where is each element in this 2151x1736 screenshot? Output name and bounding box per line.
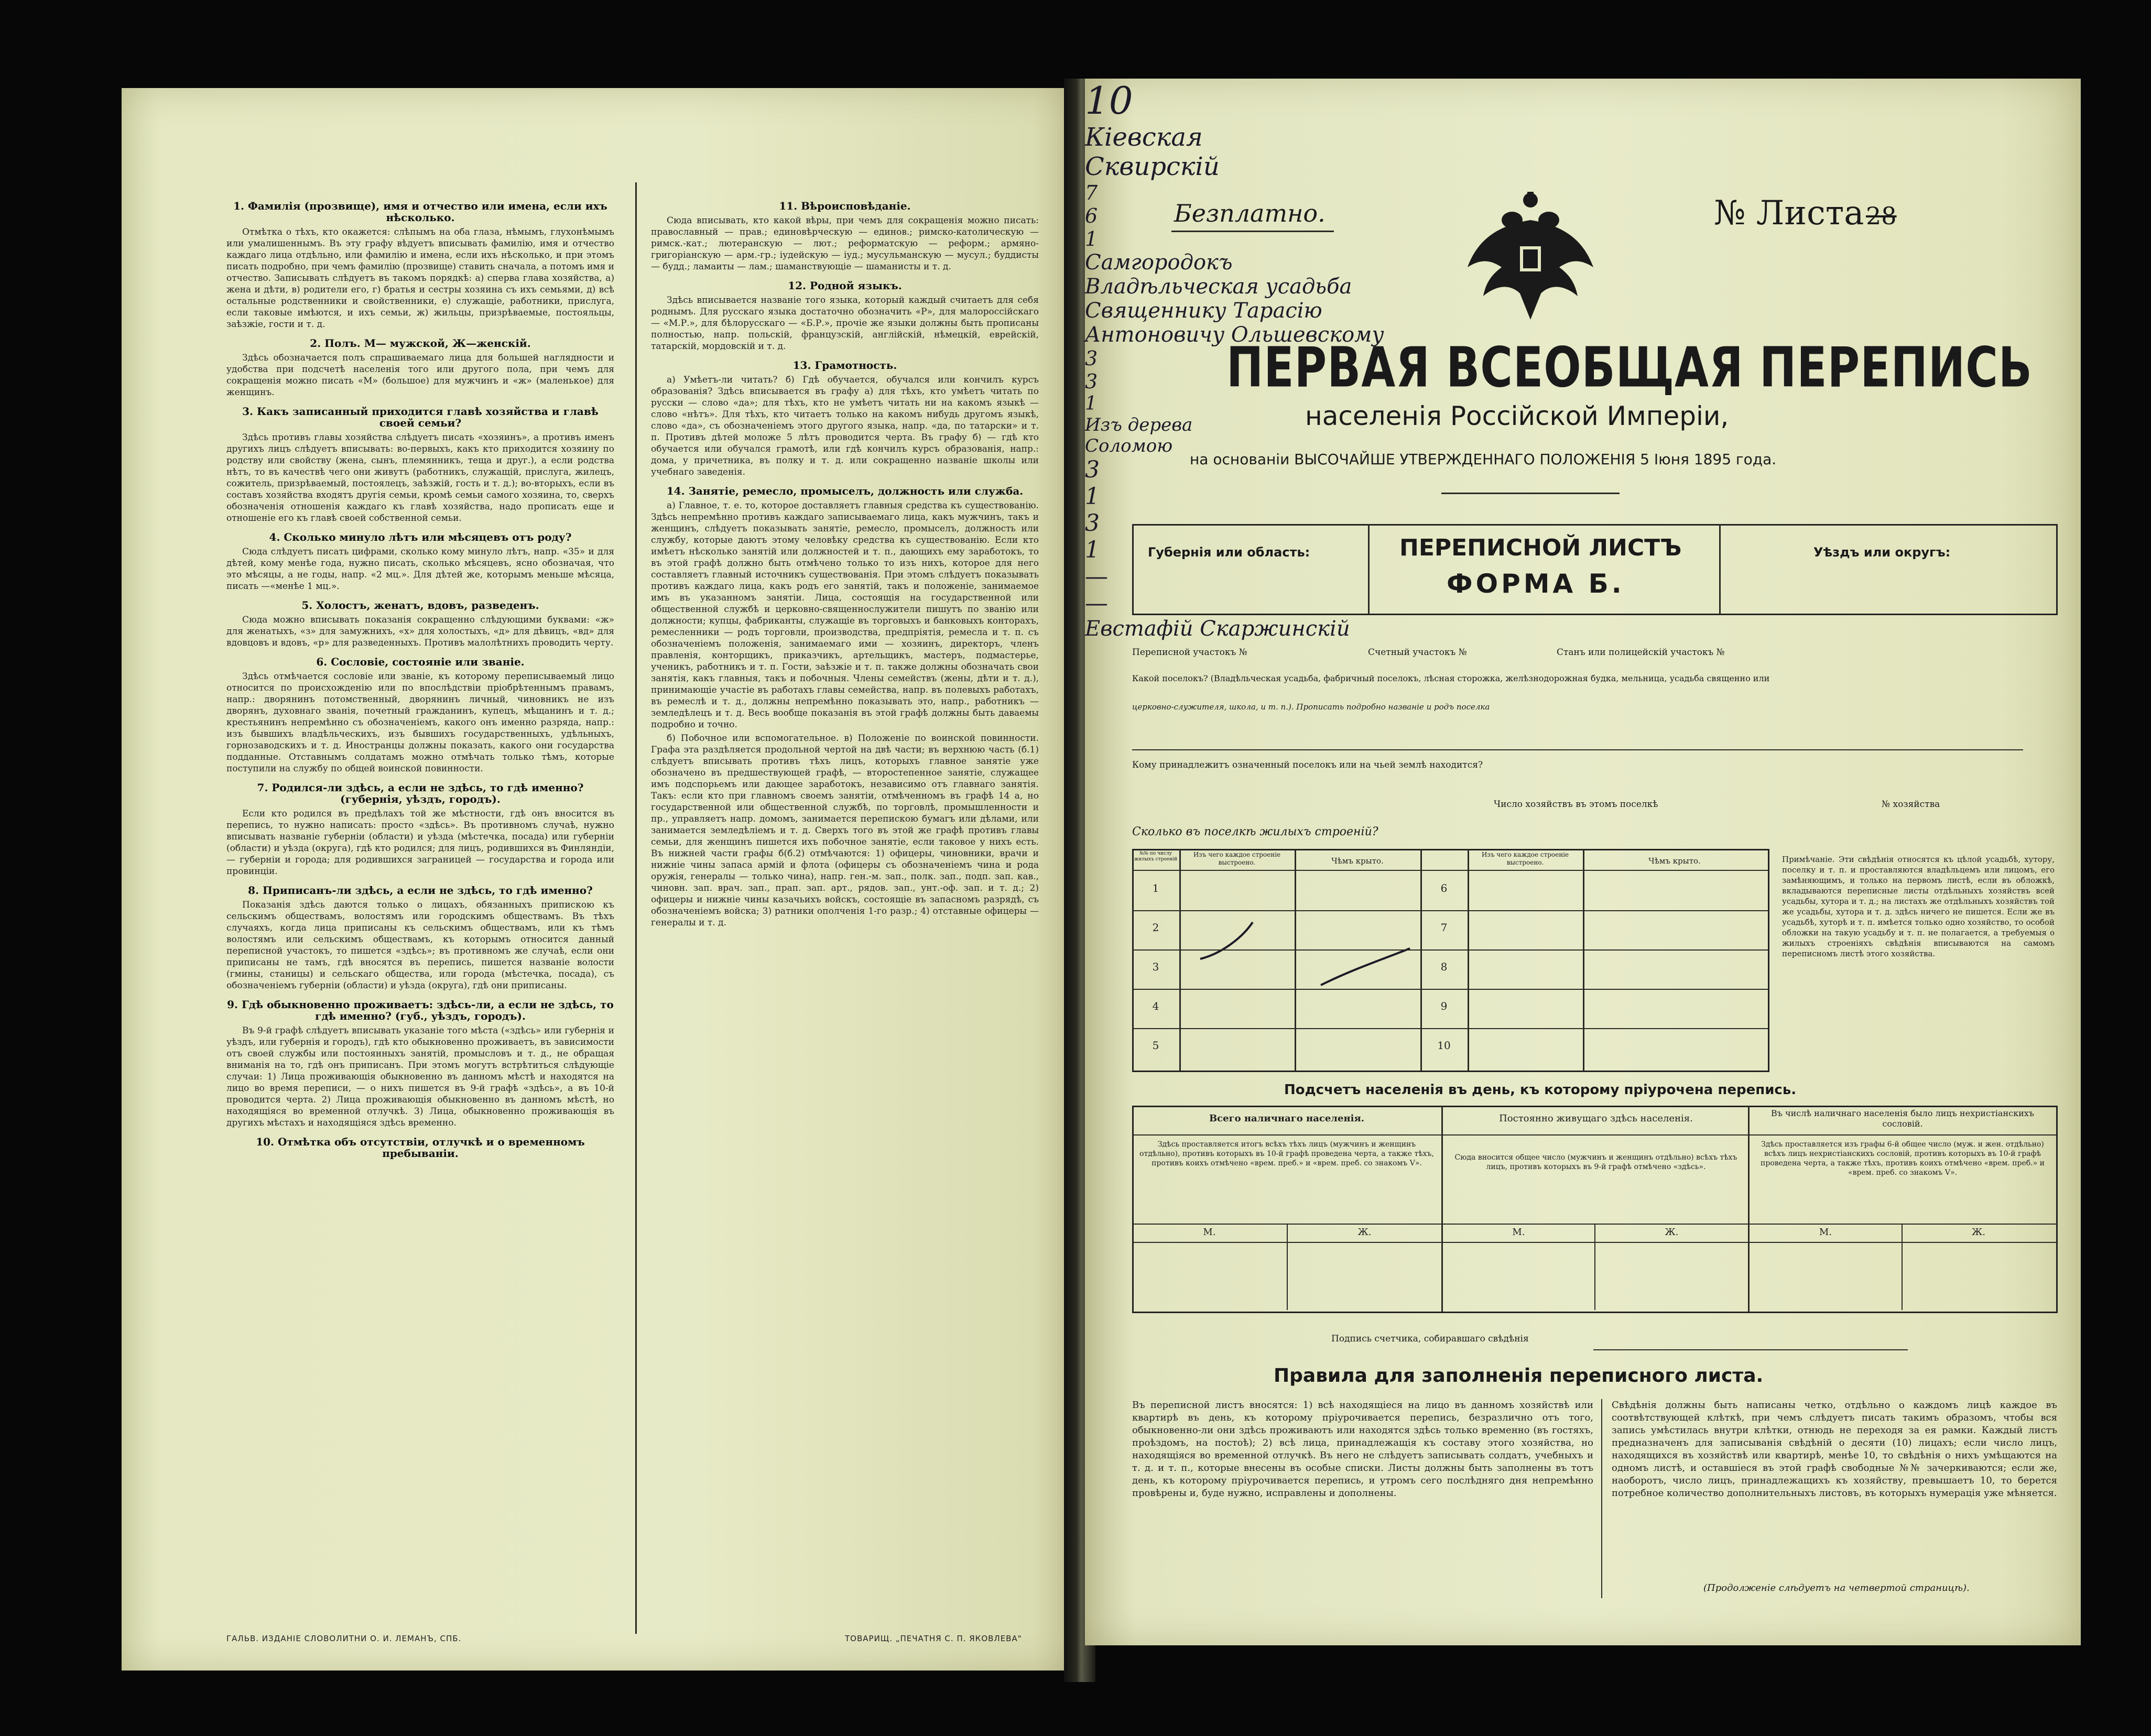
building-row-number: 8 (1440, 960, 1448, 973)
tally-permanent-male: 3 (1085, 510, 1100, 537)
building-row-number: 3 (1152, 960, 1159, 973)
building-row-number: 2 (1152, 921, 1159, 934)
tally-m-label: М. (1203, 1227, 1216, 1238)
tally-nonchristian-female: — (1085, 590, 1108, 617)
tally-title: Подсчетъ населенія въ день, къ которому пріурочена перепись. (1284, 1082, 1797, 1098)
printer-note-right: ТОВАРИЩ. „ПЕЧАТНЯ С. П. ЯКОВЛЕВА" (845, 1634, 1022, 1643)
instruction-text: Показанія здѣсь даются только о лицахъ, обязанныхъ припискою къ сельскимъ обществамъ, волостямъ или городскимъ обществамъ. Въ тѣхъ случаяхъ, когда лица приписаны къ сельскимъ обществамъ, или къ тѣмъ волостямъ или сельскимъ обществамъ, къ которымъ относится данный переписной участокъ, то пишется «здѣсь»; въ противномъ же случаѣ, если они приписаны не тамъ, гдѣ вносятся въ перепись, пишется названіе волости (гмины, станицы) и сельскаго общества, или города (мѣстечка, посада), съ обозначеніемъ губерніи (области) и уѣзда (округа), гдѣ они приписаны. (226, 900, 614, 991)
governorate-label: Губернія или область: (1148, 545, 1310, 560)
tally-header-line (1132, 1134, 2056, 1136)
instruction-text: Сюда слѣдуетъ писать цифрами, сколько кому минуло лѣтъ, напр. «35» и для дѣтей, кому менѣе года, нужно писать, сколько мѣсяцевъ, ясно обозначая, что это мѣсяцы, а не годы, напр. «2 мц.». Для дѣтей же, которымъ меньше мѣсяца, писать —«менѣе 1 мц.». (226, 547, 614, 592)
households-value: 3 (1085, 347, 1098, 370)
stan-label: Станъ или полицейскій участокъ № (1557, 647, 1725, 658)
instruction-text: Здѣсь противъ главы хозяйства слѣдуетъ писать «хозяинъ», а противъ именъ другихъ лицъ слѣдуетъ вписывать: во-первыхъ, какъ кто приходится хозяину по родству или свойству (жена, сынъ, племянникъ, теща и друг.), а если родства нѣтъ, то въ качествѣ чего они живутъ (работникъ, служащій, прислуга, жилецъ, сожитель, призрѣваемый, постоялецъ, заѣзжій, гость и т. д.); во-вторыхъ, если въ составъ хозяйства входятъ другія семьи, кромѣ семьи самого хозяина, то, сверхъ обозначенія отношенія каждаго къ главѣ хозяйства, надо прописать еще и отношеніе его къ главѣ своей собственной семьи. (226, 432, 614, 523)
tally-f-label: Ж. (1357, 1227, 1372, 1238)
census-section-label: Переписной участокъ № (1132, 647, 1247, 658)
imperial-eagle-emblem (1462, 189, 1599, 325)
settlement-value-1: Самгородокъ (1085, 250, 1233, 275)
bt-header-col-a: №№ по числу жилыхъ строеній (1134, 851, 1178, 862)
continued-note: (Продолженіе слѣдуетъ на четвертой страницѣ). (1703, 1582, 1970, 1593)
bt-header-col-b: Изъ чего каждое строеніе выстроено. (1193, 851, 1281, 866)
building-row-line (1132, 910, 1768, 911)
building-row-number: 6 (1440, 882, 1448, 894)
building-row-number: 10 (1437, 1039, 1451, 1052)
right-page (1085, 79, 2081, 1645)
instruction-heading: 5. Холостъ, женатъ, вдовъ, разведенъ. (301, 599, 539, 612)
free-label-underline (1171, 231, 1334, 232)
tally-divider (1748, 1106, 1750, 1312)
tally-permanent-female: 1 (1085, 537, 1100, 563)
tally-divider (1441, 1106, 1443, 1312)
instruction-text: Сюда вписывать, кто какой вѣры, при чемъ для сокращенія можно писать: православный — прав.; единовѣрческую — единов.; римско-католическую — римск.-кат.; лютеранскую — лют.; реформатскую — реформ.; армяно-григоріанскую — арм.-гр.; іудейскую — іуд.; мусульманскую — мусул.; буддисты — будд.; ламаиты — лам.; шаманствующіе — шаманисты и т. д. (651, 215, 1039, 272)
rules-divider (1601, 1399, 1602, 1598)
owner-label: Кому принадлежитъ означенный поселокъ или на чьей землѣ находится? (1132, 760, 1483, 770)
instruction-text: а) Умѣетъ-ли читать? б) Гдѣ обучается, обучался или кончилъ курсъ образованія? Здѣсь вписывается въ графу а) для тѣхъ, кто умѣетъ читать по русски — слово «да»; для тѣхъ, кто не умѣетъ читать ни на какомъ языкѣ — слово «нѣтъ». Для тѣхъ, кто читаетъ только на какомъ нибудь другомъ языкѣ, слово «да», съ обозначеніемъ этого другого языка, напр. «да, по татарски» и т. п. Противъ дѣтей моложе 5 лѣтъ проводится черта. Въ графу б) — гдѣ кто обучается или обучался грамотѣ, или гдѣ кончилъ курсъ образованія, напр.: дома, у причетника, въ полку и т. д. или сокращенно названіе школы или учебнаго заведенія. (651, 375, 1039, 477)
settlement-value-2: Владѣльческая усадьба (1085, 275, 1352, 299)
buildings-cross-out-strokes (1132, 849, 1766, 1069)
instruction-heading: 4. Сколько минуло лѣтъ или мѣсяцевъ отъ роду? (269, 531, 572, 543)
buildings-side-note: Примѣчаніе. Эти свѣдѣнія относятся къ цѣлой усадьбѣ, хутору, поселку и т. п. и проставляются владѣльцемъ или лицомъ, его замѣняющимъ, и только на первомъ листѣ, если въ обложкѣ, вкладываются переписные листы отдѣльныхъ хозяйствъ всей усадьбы, хутора и т. д.; на листахъ же отдѣльныхъ хозяйствъ той же усадьбы, хутора и т. д. здѣсь ничего не пишется. Если же въ усадьбѣ, хуторѣ и т. п. имѣется только одно хозяйство, то особой обложки на такую усадьбу и т. п. не полагается, а требуемыя о жилыхъ строеніяхъ свѣдѣнія вписываются на самомъ переписномъ листѣ этого хозяйства. (1782, 855, 2055, 958)
signature-label: Подпись счетчика, собиравшаго свѣдѣнія (1331, 1334, 1529, 1344)
rules-column-1: Въ переписной листъ вносятся: 1) всѣ находящіеся на лицо въ данномъ хозяйствѣ или квартирѣ въ день, къ которому пріурочивается перепись, безразлично отъ того, обыкновенно-ли они здѣсь проживаютъ или находятся здѣсь только временно (въ гостяхъ, проѣздомъ, на постоѣ); 2) всѣ лица, принадлежащія къ составу этого хозяйства, но находящіяся во временной отлучкѣ. Въ него не слѣдуетъ записывать солдатъ, учебныхъ и т. д. и т. п., которые внесены въ особые списки. Листы должны быть заполнены въ тотъ день, къ которому пріурочивается перепись, и утромъ сего послѣдняго дня непремѣнно провѣрены и, буде нужно, исправлены и дополнены. (1132, 1400, 1593, 1499)
building-row-number: 9 (1440, 1000, 1448, 1012)
instruction-heading: 9. Гдѣ обыкновенно проживаетъ: здѣсь-ли, а если не здѣсь, то гдѣ именно? (губ., уѣздъ, городъ). (227, 998, 614, 1022)
building-row-line (1132, 1028, 1768, 1029)
tally-header-total: Всего наличнаго населенія. (1209, 1113, 1365, 1124)
column-divider (635, 182, 637, 1634)
tally-f-label: Ж. (1972, 1227, 1985, 1238)
tally-total-male: 3 (1085, 456, 1100, 483)
instruction-heading: 1. Фамилія (прозвище), имя и отчество или имена, если ихъ нѣсколько. (233, 200, 607, 224)
tally-header-permanent: Постоянно живущаго здѣсь населенія. (1499, 1113, 1693, 1124)
instruction-heading: 10. Отмѣтка объ отсутствіи, отлучкѣ и о временномъ пребываніи. (256, 1136, 585, 1160)
instruction-heading: 12. Родной языкъ. (788, 279, 902, 292)
instruction-text: а) Главное, т. е. то, которое доставляетъ главныя средства къ существованію. Здѣсь непремѣнно противъ каждаго записываемаго лица, какъ мужчинъ, такъ и женщинъ, слѣдуетъ показывать занятіе, ремесло, промыселъ, должность или службу, которые даютъ этому человѣку средства къ существованію. Если кто имѣетъ нѣсколько занятій или должностей и т. п., дающихъ ему заработокъ, то въ этой графѣ должно быть отмѣчено только то изъ нихъ, которое для него составляетъ главный источникъ существованія. При этомъ слѣдуетъ показывать противъ каждаго лица, какъ родъ его занятій, такъ и положеніе, занимаемое имъ въ указанномъ занятіи. Лица, состоящія на государственной или общественной службѣ и церковно-священнослужители пишутъ по званію или должности; купцы, фабриканты, служащіе въ торговыхъ и банковыхъ конторахъ, ремесленники — родъ торговли, производства, предпріятія, ремесла и т. п. съ обозначеніемъ положенія, занимаемаго ими — хозяинъ, директоръ, членъ правленія, конторщикъ, приказчикъ, артельщикъ, мастеръ, подмастерье, ученикъ, работникъ и т. п. Гости, заѣзжіе и т. п. также должны обозначать свои занятія, какъ главныя, такъ и побочныя. Члены семействъ (жены, дѣти и т. д.), принимающіе участіе въ работахъ главы семейства, напр. въ полевыхъ работахъ, въ ремеслѣ и т. д., должны непремѣнно показывать это, напр., работникъ — земледѣлецъ и т. д. Весь вообще показанія въ этой графѣ должны быть даваемы подробно и точно. (651, 500, 1039, 730)
printer-note-left: ГАЛЬВ. ИЗДАНІЕ СЛОВОЛИТНИ О. И. ЛЕМАНЪ, СПБ. (226, 1634, 462, 1643)
settlement-label-2: церковно-служителя, школа, и т. п.). Прописать подробно названіе и родъ поселка (1132, 702, 1490, 712)
building-row-number: 7 (1440, 921, 1448, 934)
instructions-column-2 (651, 193, 1039, 1608)
tally-f-label: Ж. (1665, 1227, 1679, 1238)
title-rule (1441, 493, 1620, 494)
district-label: Уѣздъ или округъ: (1813, 545, 1951, 560)
building-row-line (1132, 989, 1768, 990)
buildings-value: 1 (1085, 393, 1097, 414)
rules-title: Правила для заполненія переписного листа. (1274, 1365, 1764, 1386)
settlement-label: Какой поселокъ? (Владѣльческая усадьба, фабричный поселокъ, лѣсная сторожка, желѣзнодорожная будка, мельница, усадьба священно или (1132, 673, 1770, 683)
form-header-divider-1 (1368, 524, 1370, 614)
sheet-number-label: № Листа (1714, 194, 1864, 233)
building-row-number: 5 (1152, 1039, 1159, 1052)
sheet-number-handwritten: 10 (1085, 79, 1133, 123)
building-row-line (1132, 949, 1768, 951)
sheet-number-printed: 28 (1866, 202, 1897, 230)
owner-value-2: Антоновичу Ольшевскому (1085, 323, 1384, 347)
tally-desc-total: Здѣсь проставляется итогъ всѣхъ тѣхъ лицъ (мужчинъ и женщинъ отдѣльно), противъ которыхъ въ 10-й графѣ проведена черта, а также тѣхъ, противъ коихъ отмѣчено «врем. преб.» и «врем. преб. со знакомъ V». (1139, 1140, 1434, 1167)
rules-column-2: Свѣдѣнія должны быть написаны четко, отдѣльно о каждомъ лицѣ каждое въ соотвѣтствующей клѣткѣ, при чемъ слѣдуетъ писать такимъ образомъ, чтобы вся запись умѣстилась внутри клѣтки, отнюдь не переходя за ея рамки. Каждый листъ предназначенъ для записыванія свѣдѣній о десяти (10) лицахъ; если число лицъ, находящихся въ хозяйствѣ или квартирѣ, менѣе 10, то свѣдѣнія о нихъ умѣщаются на одномъ листѣ, и оставшіеся въ этой графѣ свободные №№ зачеркиваются; если же, наоборотъ, число лицъ, принадлежащихъ къ хозяйству, превышаетъ 10, то берется потребное количество дополнительныхъ листовъ, въ которыхъ нумерація уже мѣняется. (1612, 1400, 2057, 1499)
tally-m-label: М. (1819, 1227, 1832, 1238)
instruction-heading: 6. Сословіе, состояніе или званіе. (316, 656, 525, 668)
instruction-heading: 14. Занятіе, ремесло, промыселъ, должность или служба. (666, 485, 1024, 497)
household-number-value: 3 (1085, 370, 1098, 393)
instruction-text: Здѣсь вписывается названіе того языка, который каждый считаетъ для себя роднымъ. Для русскаго языка достаточно обозначить «Р», для малороссійскаго — «М.Р.», для бѣлорусскаго — «Б.Р.», прочіе же языки должны быть прописаны полностью, напр. польскій, французскій, англійскій, нѣмецкій, еврейскій, татарскій, мордовскій и т. д. (651, 295, 1039, 352)
instruction-text: б) Побочное или вспомогательное. в) Положеніе по воинской повинности. Графа эта раздѣляется продольной чертой на двѣ части; въ верхнюю часть (б.1) слѣдуетъ вписывать противъ тѣхъ лицъ, которыхъ главное занятіе уже обозначено въ предшествующей графѣ, — второстепенное занятіе, служащее имъ подспорьемъ или дающее заработокъ, независимо отъ главнаго занятія. Такъ: если кто при главномъ своемъ занятіи, отмѣченномъ въ графѣ 14 а, но государственной или общественной службѣ, по торговлѣ, промышленности и пр., управляетъ напр. домомъ, занимается перепискою бумагъ или дѣлами, или занимается земледѣліемъ и т. д. Сверхъ того въ этой же графѣ противъ главы семьи, для женщинъ пишется ихъ побочное занятіе, если таковое у нихъ есть. Въ нижней части графы б(б.2) отмѣчаются: 1) офицеры, чиновники, врачи и нижніе чины запаса армій и флота (офицеры съ обозначеніемъ чина и рода оружія, генералы — только чина), напр. ген.-м. зап., полк. зап., подп. зап. кав., чиновн. зап. врач. зап., прап. зап. арт., рядов. зап., унт.-оф. зап. и т. д.; 2) офицеры и нижніе чины казачьихъ войскъ, состоящіе въ запасномъ разрядѣ, съ обозначеніемъ войска; 3) ратники ополченія 1-го разр.; 4) отставные офицеры — генералы и т. д. (651, 733, 1039, 928)
instruction-text: Если кто родился въ предѣлахъ той же мѣстности, гдѣ онъ вносится въ перепись, то нужно написать: просто «здѣсь». Въ противномъ случаѣ, нужно вписывать названіе губерніи (области) и уѣзда (мѣстечка, посада) или губерніи (области) и уѣзда (округа), гдѣ кто родился; для лицъ, родившихся въ Финляндіи, — губерніи и города; для родившихся заграницей — государства и города или провинціи. (226, 809, 614, 877)
tally-desc-nonchristian: Здѣсь проставляется изъ графы 6-й общее число (муж. и жен. отдѣльно) всѣхъ лицъ нехристіанскихъ сословій, противъ которыхъ въ 10-й графѣ проведена черта, а также тѣхъ, противъ коихъ отмѣчено «врем. преб.» и «врем. преб. со знакомъ V». (1761, 1140, 2045, 1177)
tally-header-nonchristian: Въ числѣ наличнаго населенія было лицъ нехристіанскихъ сословій. (1771, 1108, 2034, 1129)
instructions-column-1 (226, 193, 614, 1608)
instruction-heading: 3. Какъ записанный приходится главѣ хозяйства и главѣ своей семьи? (242, 405, 599, 429)
building-1-roof: Соломою (1085, 435, 1173, 456)
free-label: Безплатно. (1174, 199, 1326, 227)
households-label: Число хозяйствъ въ этомъ поселкѣ (1494, 799, 1658, 810)
tally-m-label: М. (1512, 1227, 1525, 1238)
settlement-line (1132, 749, 2023, 750)
district-value: Сквирскій (1085, 152, 1220, 181)
form-header-divider-2 (1719, 524, 1721, 614)
instruction-heading: 13. Грамотность. (792, 359, 897, 372)
instruction-text: Здѣсь отмѣчается сословіе или званіе, къ которому переписываемый лицо относится по происхожденію или по впослѣдствіи пріобрѣтеннымъ правамъ, напр.: дворянинъ потомственный, дворянинъ личный, чиновникъ не изъ дворянъ, духовнаго званія, почетный гражданинъ, купецъ, мѣщанинъ и т. д.; крестьянинъ непремѣнно съ обозначеніемъ, какого онъ именно разряда, напр.: изъ бывшихъ владѣльческихъ, изъ бывшихъ государственныхъ, удѣльныхъ, горнозаводскихъ и т. д. Иностранцы должны показать, какого они государства подданные. Отставнымъ солдатамъ можно отмѣчать только тѣмъ, которые поступили на службу по общей воинской повинности. (226, 671, 614, 774)
instruction-heading: 2. Полъ. М— мужской, Ж—женскій. (310, 337, 531, 350)
count-section-value: 6 (1085, 204, 1098, 227)
form-title-line-2: ФОРМА Б. (1447, 569, 1625, 599)
bt-header-col-c: Чѣмъ крыто. (1331, 856, 1384, 866)
census-title: ПЕРВАЯ ВСЕОБЩАЯ ПЕРЕПИСЬ (1226, 335, 2033, 400)
instruction-heading: 7. Родился-ли здѣсь, а если не здѣсь, то гдѣ именно? (губернія, уѣздъ, городъ). (257, 781, 584, 805)
tally-nonchristian-male: — (1085, 563, 1108, 590)
building-row-number: 4 (1152, 1000, 1159, 1012)
count-section-label: Счетный участокъ № (1368, 647, 1467, 658)
signature-value: Евстафій Скаржинскій (1085, 617, 1350, 641)
legal-basis: на основаніи ВЫСОЧАЙШЕ УТВЕРЖДЕННАГО ПОЛОЖЕНІЯ 5 Іюня 1895 года. (1190, 451, 1777, 468)
signature-line (1593, 1349, 1908, 1350)
building-row-number: 1 (1152, 882, 1159, 894)
instruction-heading: 11. Вѣроисповѣданіе. (779, 200, 911, 212)
left-page (122, 88, 1073, 1671)
building-1-material: Изъ дерева (1085, 414, 1193, 435)
census-section-value: 7 (1085, 181, 1098, 204)
bt-header-col-d: Изъ чего каждое строеніе выстроено. (1481, 851, 1569, 866)
buildings-label: Сколько въ поселкѣ жилыхъ строеній? (1132, 825, 1378, 838)
instruction-text: Сюда можно вписывать показанія сокращенно слѣдующими буквами: «ж» для женатыхъ, «з» для замужнихъ, «х» для холостыхъ, «д» для дѣвицъ, «вд» для вдовцовъ и вдовъ, «р» для разведенныхъ. Противъ малолѣтнихъ проводить черту. (226, 615, 614, 648)
governorate-value: Кіевская (1085, 123, 1203, 152)
household-number-label: № хозяйства (1882, 799, 1940, 810)
census-subtitle: населенія Россійской Имперіи, (1305, 401, 1729, 431)
instruction-text: Въ 9-й графѣ слѣдуетъ вписывать указаніе того мѣста («здѣсь» или губернія и уѣздъ, или губернія и городъ), гдѣ кто обыкновенно проживаетъ, въ зависимости отъ своей службы или постоянныхъ занятій, промысловъ и т. д., не обращая вниманія на то, гдѣ онъ приписанъ. При этомъ могутъ встрѣтиться слѣдующіе случаи: 1) Лица проживающія обыкновенно въ данномъ мѣстѣ и находятся на лицо во время переписи, — о нихъ пишется въ 9-й графѣ «здѣсь», а въ 10-й проводится черта. 2) Лица проживающія обыкновенно въ данномъ мѣстѣ, но находящіяся во временной отлучкѣ. 3) Лица, обыкновенно проживающія въ другихъ мѣстахъ и находящіяся здѣсь временно. (226, 1025, 614, 1128)
instruction-heading: 8. Приписанъ-ли здѣсь, а если не здѣсь, то гдѣ именно? (248, 884, 593, 897)
tally-total-female: 1 (1085, 483, 1100, 510)
stan-value: 1 (1085, 227, 1098, 250)
form-title-line-1: ПЕРЕПИСНОЙ ЛИСТЪ (1399, 534, 1682, 561)
instruction-text: Здѣсь обозначается полъ спрашиваемаго лица для большей наглядности и удобства при подсчетѣ населенія того или другого пола, при чемъ для сокращенія можно писать «М» (большое) для мужчинъ и «ж» (маленькое) для женщинъ. (226, 353, 614, 398)
instruction-text: Отмѣтка о тѣхъ, кто окажется: слѣпымъ на оба глаза, нѣмымъ, глухонѣмымъ или умалишеннымъ. Въ эту графу вѣдуетъ вписывать фамилію, имя и отчество каждаго лица отдѣльно, или фамилію и имена, если ихъ нѣсколько, и при этомъ писать подробно, при чемъ фамилію (прозвище) ставить сначала, а потомъ имя и отчество. Записывать слѣдуетъ въ такомъ порядкѣ: а) сперва глава хозяйства, а) жена и дѣти, в) родители его, г) братья и сестры хозяина съ ихъ семьями, д) всѣ остальные родственники и свойственники, е) служащіе, работники, прислуга, если таковые имѣются, и ихъ семьи, ж) жильцы, призрѣваемые, постояльцы, заѣзжіе, гости и т. д. (226, 227, 614, 330)
bt-header-col-e: Чѣмъ крыто. (1648, 856, 1701, 866)
owner-value-1: Священнику Тарасію (1085, 299, 1322, 323)
tally-desc-permanent: Сюда вносится общее число (мужчинъ и женщинъ отдѣльно) всѣхъ тѣхъ лицъ, противъ которыхъ въ 9-й графѣ отмѣчено «здѣсь». (1454, 1153, 1737, 1171)
